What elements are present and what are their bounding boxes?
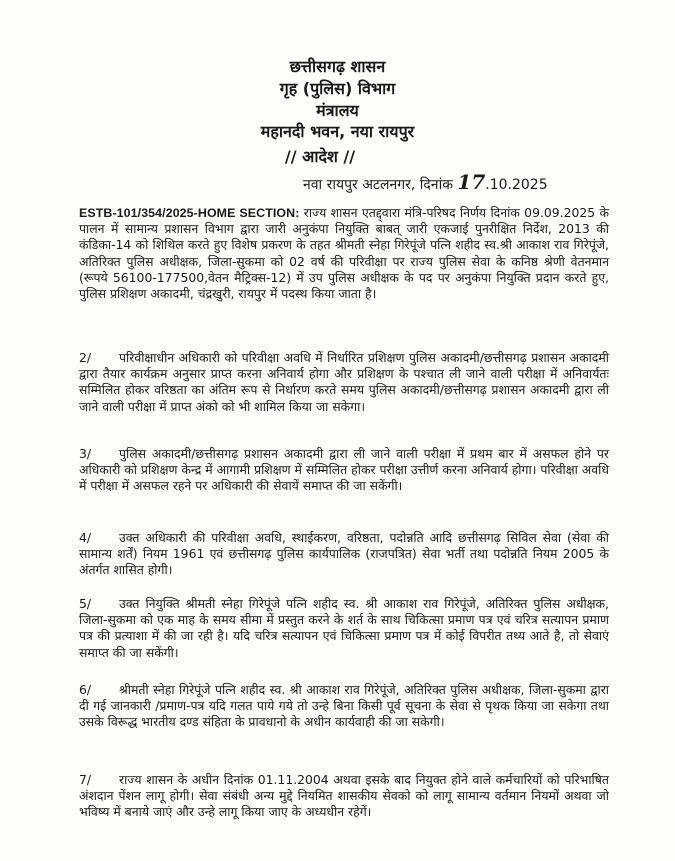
date-day: 17: [457, 170, 486, 194]
department-name: गृह (पुलिस) विभाग: [279, 79, 396, 98]
paragraph-text: उक्त नियुक्ति श्रीमती स्नेहा गिरेपूंजे पत्नि शहीद स्व. श्री आकाश राव गिरेपूंजे, अतिरिक्त पुलिस अधीक्षक, जिला-सुकमा को एक माह के समय सीमा में प्रस्तुत करने के शर्त के साथ चिकित्सा प्रमाण पत्र एवं चरित्र सत्यापन प्रमाण पत्र की प्रत्याशा में की जा रही है। यदि चरित्र सत्यापन एवं चिकित्सा प्रमाण पत्र में कोई विपरीत तथ्य आते है, तो सेवाएं समाप्त की जा सकेंगी।: [79, 596, 609, 660]
paragraph-5: [79, 596, 609, 661]
paragraph-text: श्रीमती स्नेहा गिरेपूंजे पत्नि शहीद स्व. श्री आकाश राव गिरेपूंजे, अतिरिक्त पुलिस अधीक्षक, जिला-सुकमा द्वारा दी गई जानकारी /प्रमाण-पत्र यदि गलत पाये गये तो उन्हे बिना किसी पूर्व सूचना के सेवा से पृथक किया जा सकेगा तथा उसके विरूद्ध भारतीय दण्ड संहिता के प्रावधानो के अधीन कार्यवाही की जा सकेगी।: [79, 682, 609, 730]
paragraph-number: 2/: [79, 350, 92, 365]
paragraph-7: [79, 772, 609, 821]
paragraph-text: पुलिस अकादमी/छत्तीसगढ़ प्रशासन अकादमी द्वारा ली जाने वाली परीक्षा में प्रथम बार में असफल होने पर अधिकारी को प्रशिक्षण केन्द्र में आगामी प्रशिक्षण में सम्मिलित होकर परीक्षा उत्तीर्ण करना अनिवार्य होगा। परिवीक्षा अवधि में परीक्षा में असफल रहने पर अधिकारी की सेवायें समाप्त की जा सकेंगी।: [79, 446, 609, 494]
paragraph-4: [79, 530, 609, 579]
paragraph-text: राज्य शासन के अधीन दिनांक 01.11.2004 अथवा इसके बाद नियुक्त होने वाले कर्मचारियों को परिभाषित अंशदान पेंशन लागू होगी। सेवा संबंधी अन्य मुद्दे नियमित शासकीय सेवको को लागू सामान्य वर्तमान नियमों अथवा जो भविष्य में बनाये जाएं और उन्हे लागू किया जाए के अध्यधीन रहेगें।: [79, 772, 609, 820]
govt-name: छत्तीसगढ़ शासन: [289, 57, 386, 76]
paragraph-text: परिवीक्षाधीन अधिकारी को परिवीक्षा अवधि में निर्धारित प्रशिक्षण पुलिस अकादमी/छत्तीसगढ़ प्रशासन अकादमी द्वारा तैयार कार्यक्रम अनुसार प्राप्त करना अनिवार्य होगा और प्रशिक्षण के पश्चात ली जाने वाली परीक्षा में अनिवार्यतः सम्मिलित होकर वरिष्ठता का अंतिम रूप से निर्धारण करते समय पुलिस अकादमी/छत्तीसगढ़ प्रशासन अकादमी द्वारा ली जाने वाली परीक्षा में प्राप्त अंको को भी शामिल किया जा सकेगा।: [79, 350, 609, 414]
order-title: // आदेश //: [284, 147, 356, 166]
paragraph-number: 7/: [79, 772, 92, 787]
office-address: महानदी भवन, नया रायपुर: [260, 122, 415, 141]
paragraph-3: [79, 446, 609, 495]
paragraph-number: 5/: [79, 596, 92, 611]
file-reference: ESTB-101/354/2025-HOME SECTION:: [79, 206, 300, 220]
paragraph-6: [79, 682, 609, 731]
paragraph-2: [79, 350, 609, 415]
place-date: [303, 170, 548, 194]
date-rest: .10.2025: [485, 177, 548, 193]
paragraph-number: 6/: [79, 682, 92, 697]
paragraph-number: 3/: [79, 446, 92, 461]
place-date-prefix: नवा रायपुर अटलनगर, दिनांक: [303, 177, 453, 193]
paragraph-1: [79, 205, 609, 302]
office-name: मंत्रालय: [316, 101, 359, 120]
paragraph-text: राज्य शासन एतद्द्वारा मंत्रि-परिषद निर्णय दिनांक 09.09.2025 के पालन में सामान्य प्रशासन विभाग द्वारा जारी अनुकंपा नियुक्ति बाबत् जारी एकजाई पुनरीक्षित निर्देश, 2013 की कंडिका-14 को शिथिल करते हुए विशेष प्रकरण के तहत श्रीमती स्नेहा गिरेपूंजे पत्नि शहीद स्व.श्री आकाश राव गिरेपूंजे, अतिरिक्त पुलिस अधीक्षक, जिला-सुकमा को 02 वर्ष की परिवीक्षा पर राज्य पुलिस सेवा के कनिष्ठ श्रेणी वेतनमान (रूपये 56100-177500,वेतन मैट्रिक्स-12) में उप पुलिस अधीक्षक के पद पर अनुकंपा नियुक्ति प्रदान करते हुए, पुलिस प्रशिक्षण अकादमी, चंद्रखुरी, रायपुर में पदस्थ किया जाता है।: [79, 205, 609, 302]
paragraph-text: उक्त अधिकारी की परिवीक्षा अवधि, स्थाईकरण, वरिष्ठता, पदोन्नति आदि छत्तीसगढ़ सिविल सेवा (सेवा की सामान्य शर्तें) नियम 1961 एवं छत्तीसगढ़ पुलिस कार्यपालिक (राजपत्रित) सेवा भर्ती तथा पदोन्नति नियम 2005 के अंतर्गत शासित होगी।: [79, 530, 609, 578]
paragraph-number: 4/: [79, 530, 92, 545]
